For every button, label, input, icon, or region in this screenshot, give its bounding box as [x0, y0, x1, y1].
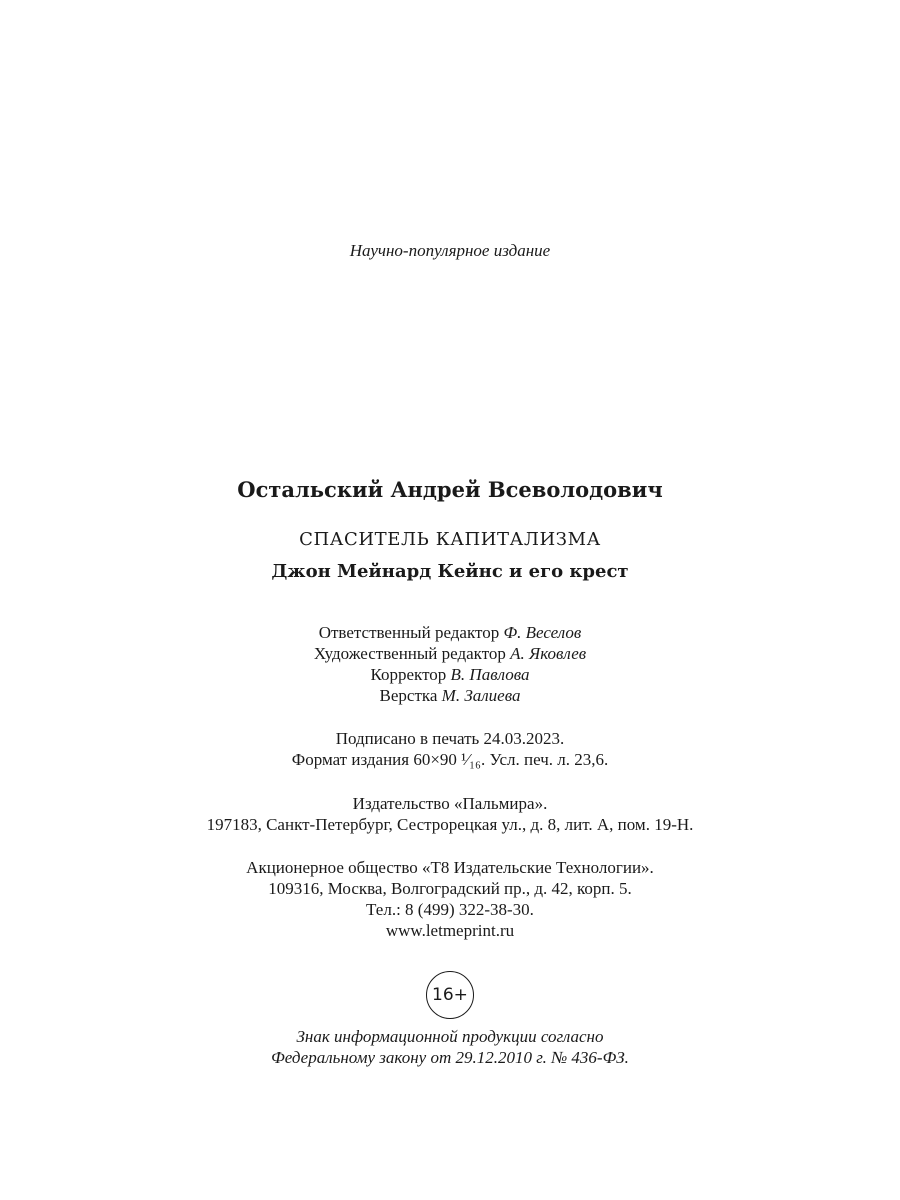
credit-line-layout [0, 685, 900, 706]
age-notice-line-2: Федеральному закону от 29.12.2010 г. № 436-ФЗ. [271, 1048, 629, 1067]
credit-role: Ответственный редактор [318, 623, 500, 642]
book-subtitle: Джон Мейнард Кейнс и его крест [271, 561, 629, 582]
author-name: Остальский Андрей Всеволодович [237, 477, 663, 502]
credit-line-proofreader [0, 664, 900, 685]
printer-address: 109316, Москва, Волгоградский пр., д. 42, корп. 5. [268, 879, 632, 898]
credit-line-executive-editor [0, 622, 900, 643]
printer-name: Акционерное общество «Т8 Издательские Технологии». [246, 858, 654, 877]
edition-format: Формат издания 60×90 ¹⁄₁₆. Усл. печ. л. 23,6. [291, 750, 609, 769]
credit-line-art-editor [0, 643, 900, 664]
publisher-address: 197183, Санкт-Петербург, Сестрорецкая ул., д. 8, лит. А, пом. 19-Н. [206, 815, 694, 834]
edition-type: Научно-популярное издание [349, 241, 551, 260]
credit-name: А. Яковлев [510, 644, 587, 663]
age-rating-badge: 16+ [426, 971, 474, 1019]
credit-role: Художественный редактор [313, 644, 506, 663]
credit-name: М. Залиева [441, 686, 521, 705]
age-notice-line-1: Знак информационной продукции согласно [296, 1027, 604, 1046]
signed-to-print: Подписано в печать 24.03.2023. [335, 729, 565, 748]
credit-name: В. Павлова [450, 665, 530, 684]
printer-website: www.letmeprint.ru [385, 921, 515, 940]
credit-role: Верстка [379, 686, 438, 705]
credit-name: Ф. Веселов [503, 623, 582, 642]
book-title: СПАСИТЕЛЬ КАПИТАЛИЗМА [299, 529, 601, 550]
credit-role: Корректор [370, 665, 447, 684]
printer-phone: Тел.: 8 (499) 322-38-30. [366, 900, 534, 919]
publisher-name: Издательство «Пальмира». [352, 794, 548, 813]
